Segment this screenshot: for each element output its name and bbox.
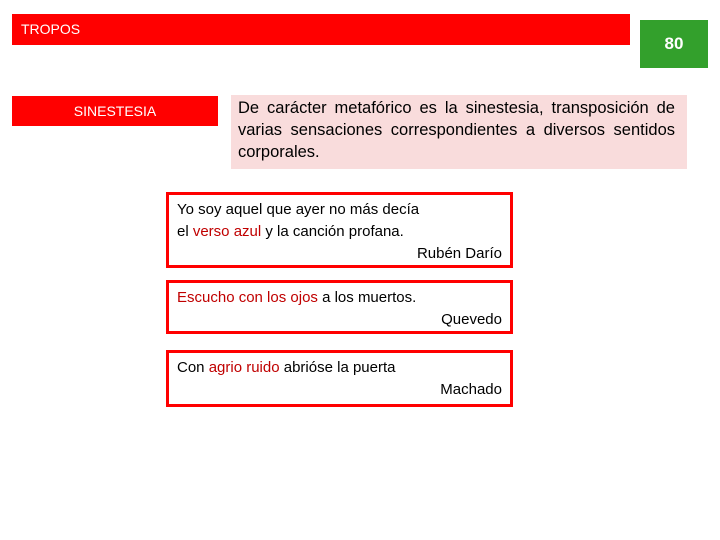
synesthesia-highlight: verso azul xyxy=(192,223,262,240)
definition-text: De carácter metafórico es la sinestesia, transposición de varias sensaciones correspondientes a diversos sentidos corporales. xyxy=(238,99,675,161)
quote-text: y la canción profana. xyxy=(261,223,404,240)
example-quote-quevedo xyxy=(166,280,513,334)
quote-line xyxy=(177,287,502,309)
quote-text: el xyxy=(177,223,193,240)
page-number-badge xyxy=(640,20,708,68)
quote-text: Con xyxy=(177,359,209,376)
quote-text: a los muertos. xyxy=(317,289,417,306)
synesthesia-highlight: Escucho con los ojos xyxy=(177,289,318,306)
definition-box xyxy=(231,95,687,169)
quote-author: Quevedo xyxy=(441,311,502,328)
example-quote-dario xyxy=(166,192,513,268)
quote-line xyxy=(177,357,502,379)
quote-author: Rubén Darío xyxy=(416,245,502,262)
term-label: SINESTESIA xyxy=(73,103,157,119)
example-quote-machado xyxy=(166,350,513,407)
quote-author: Machado xyxy=(440,381,502,398)
quote-text: abrióse la puerta xyxy=(279,359,396,376)
term-label-box xyxy=(12,96,218,126)
quote-line xyxy=(177,221,502,243)
quote-line: Yo soy aquel que ayer no más decía xyxy=(177,201,420,218)
page-number: 80 xyxy=(664,34,684,53)
synesthesia-highlight: agrio ruido xyxy=(208,359,280,376)
slide-title: TROPOS xyxy=(21,21,81,37)
slide-title-bar xyxy=(12,14,630,45)
